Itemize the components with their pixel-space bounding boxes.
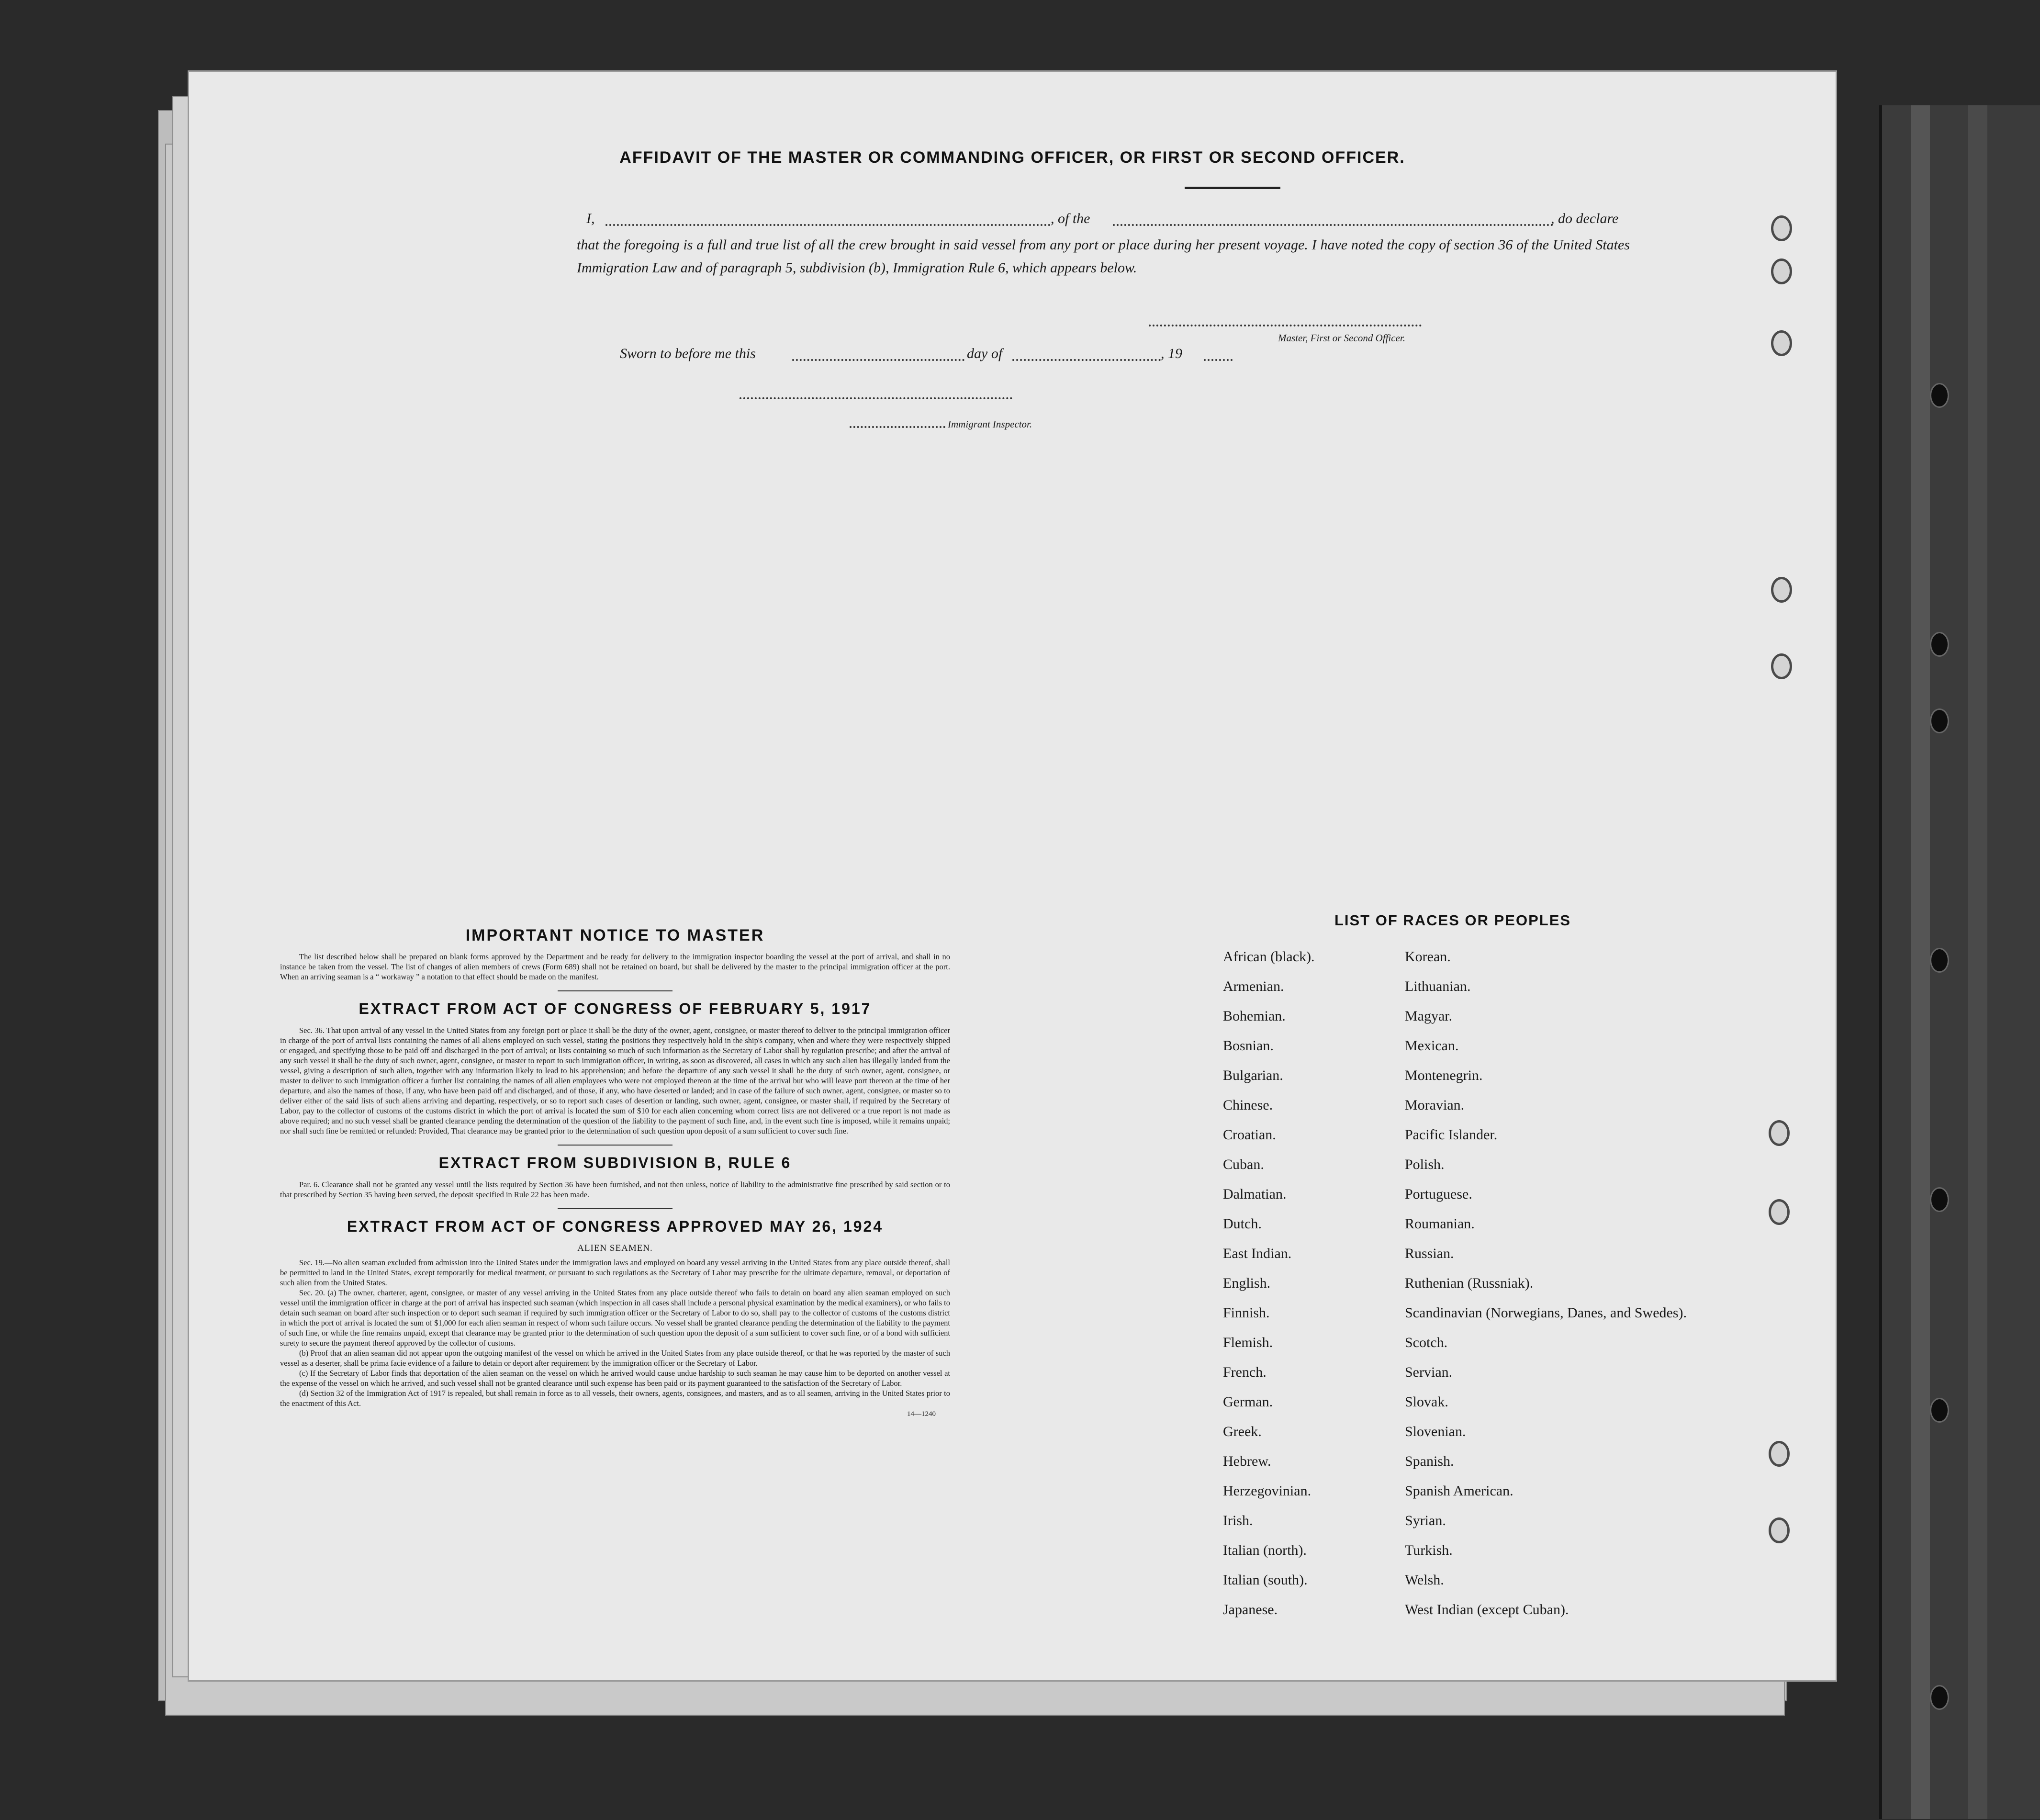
race-item: Finnish. — [1223, 1305, 1270, 1321]
race-item: German. — [1223, 1394, 1273, 1410]
race-item: Syrian. — [1405, 1513, 1446, 1528]
affidavit-i: I, — [586, 211, 595, 226]
vessel-blank — [1113, 224, 1553, 226]
race-item: Montenegrin. — [1405, 1067, 1483, 1083]
year-prefix: , 19 — [1161, 346, 1182, 361]
race-item: Slovenian. — [1405, 1424, 1466, 1439]
sworn-month-blank — [1012, 359, 1161, 361]
race-item: Portuguese. — [1405, 1186, 1472, 1202]
day-of: day of — [967, 346, 1003, 361]
binder-hole — [1930, 948, 1949, 973]
race-item: Lithuanian. — [1405, 978, 1471, 994]
race-item: Bosnian. — [1223, 1038, 1274, 1054]
races-left-column — [1223, 949, 1405, 1631]
separator — [558, 1208, 673, 1209]
binder-hole — [1930, 383, 1949, 408]
punch-hole — [1771, 653, 1792, 679]
race-item: Italian (south). — [1223, 1572, 1308, 1588]
form-number: 14—1240 — [907, 1410, 936, 1418]
race-item: Ruthenian (Russniak). — [1405, 1275, 1534, 1291]
officer-signature-blank — [1149, 325, 1422, 326]
inspector-signature-blank — [740, 397, 1012, 399]
extract-1924-title: EXTRACT FROM ACT OF CONGRESS APPROVED MAY 26, 1924 — [347, 1218, 884, 1235]
binder-hole — [1930, 708, 1949, 733]
binder-hole — [1930, 1398, 1949, 1423]
race-item: Flemish. — [1223, 1335, 1273, 1350]
extract-1917-text: Sec. 36. That upon arrival of any vessel in the United States from any foreign port or place it shall be the duty of the owner, agent, consignee, or master thereof to deliver to the principal immigration officer in charge of the port of arrival lists containing the names of all aliens employed on such vessel, stating the positions they respectively hold in the ship's company, when and where they were respectively shipped or engaged, and specifying those to be paid off and discharged in the port of arrival; or lists containing so much of such information as the Secretary of Labor shall by regulation prescribe; and after the arrival of any such vessel it shall be the duty of such owner, agent, consignee, or master to report to such immigration officer, in writing, as soon as discovered, all cases in which any such alien has illegally landed from the vessel, giving a description of such alien, together with any information likely to lead to his apprehension; and before the departure of any such vessel it shall be the duty of such owner, agent, consignee, or master to deliver to such immigration officer a further list containing the names of all alien employees who were not employed thereon at the time of the arrival but who will leave port thereon at the time of her departure, and also the names of those, if any, who have been paid off and discharged, and of those, if any, who have deserted or landed; and in case of the failure of such owner, agent, consignee, or master so to deliver either of the said lists of such aliens arriving and departing, respectively, or so to report such cases of desertion or landing, such owner, agent, consignee, or master shall, if required by the Secretary of Labor, pay to the collector of customs of the customs district in which the port of arrival is located the sum of $10 for each alien concerning whom correct lists are not delivered or a true report is not made as above required; and no such vessel shall be granted clearance pending the determination of the question of the liability to the payment of such fine, and, in the event such fine is imposed, while it remains unpaid; nor shall such fine be remitted or refunded: Provided, That clearance may be granted prior to the determination of such question upon deposit of a sum sufficient to cover such fine. — [280, 1026, 950, 1135]
race-item: Turkish. — [1405, 1542, 1453, 1558]
race-item: Korean. — [1405, 949, 1451, 965]
sworn-text: Sworn to before me this — [620, 346, 756, 361]
race-item: French. — [1223, 1364, 1267, 1380]
race-item: Slovak. — [1405, 1394, 1448, 1410]
extract-rule6-text: Par. 6. Clearance shall not be granted any vessel until the lists required by Section 36 have been furnished, and not then unless, notice of liability to the administrative fine prescribed by said section or to that prescribed by Section 35 having been served, the deposit specified in Rule 22 has been made. — [280, 1180, 950, 1199]
race-item: Bohemian. — [1223, 1008, 1286, 1024]
sworn-day-blank — [792, 359, 964, 361]
race-item: Magyar. — [1405, 1008, 1453, 1024]
race-item: Spanish. — [1405, 1453, 1454, 1469]
notice-title: IMPORTANT NOTICE TO MASTER — [465, 926, 765, 944]
race-item: Roumanian. — [1405, 1216, 1475, 1232]
extract-rule6-title: EXTRACT FROM SUBDIVISION B, RULE 6 — [438, 1154, 792, 1171]
binder-hole — [1930, 1187, 1949, 1212]
race-item: Greek. — [1223, 1424, 1262, 1439]
inspector-name-blank — [850, 426, 945, 428]
extract-1924-sec20b: (b) Proof that an alien seaman did not appear upon the outgoing manifest of the vessel on which he arrived in the United States from any place outside thereof, or that he was reported by the master of such vessel as a deserter, shall be prima facie evidence of a failure to detain or deport after requirement by the immigration officer or the Secretary of Labor. — [280, 1348, 950, 1368]
race-item: Irish. — [1223, 1513, 1253, 1528]
extract-1924-sec20c: (c) If the Secretary of Labor finds that deportation of the alien seaman on the vessel on which he arrived would cause undue hardship to such seaman he may cause him to be deported on another vessel at the expense of the vessel on which he arrived, and such vessel shall not be granted clearance until such expense has been paid or its payment guaranteed to the satisfaction of the Secretary of Labor. — [280, 1369, 950, 1388]
manifest-page — [189, 72, 1836, 1680]
race-item: Cuban. — [1223, 1157, 1264, 1172]
officer-caption: Master, First or Second Officer. — [1278, 332, 1405, 344]
race-item: Japanese. — [1223, 1602, 1278, 1618]
extract-1924-sec20d: (d) Section 32 of the Immigration Act of 1917 is repealed, but shall remain in force as to all vessels, their owners, agents, consignees, and masters, and as to all seamen, arriving in the United States prior to the enactment of this Act. — [280, 1389, 950, 1408]
year-blank — [1204, 359, 1233, 361]
affidavit-title: AFFIDAVIT OF THE MASTER OR COMMANDING OFFICER, OR FIRST OR SECOND OFFICER. — [619, 148, 1405, 167]
race-item: Russian. — [1405, 1246, 1454, 1261]
punch-hole — [1769, 1120, 1790, 1146]
legal-notices — [280, 926, 950, 1418]
extract-1924-sec19: Sec. 19.—No alien seaman excluded from admission into the United States under the immigration laws and employed on board any vessel arriving in the United States from any place outside thereof, shall be permitted to land in the United States, except temporarily for medical treatment, or pursuant to such regulations as the Secretary of Labor may prescribe for the ultimate departure, removal, or deportation of such alien from the United States. — [280, 1258, 950, 1287]
races-list — [1223, 949, 1702, 1631]
title-underline — [1185, 187, 1280, 189]
punch-hole — [1771, 215, 1792, 241]
affidavit-do-declare: , do declare — [1551, 211, 1619, 226]
race-item: Mexican. — [1405, 1038, 1459, 1054]
race-item: Scandinavian (Norwegians, Danes, and Swedes). — [1405, 1305, 1687, 1321]
binder-strip — [1879, 105, 2040, 1819]
punch-hole — [1771, 577, 1792, 603]
notice-text: The list described below shall be prepared on blank forms approved by the Department and be ready for delivery to the immigration inspector boarding the vessel at the port of arrival, and shall in no instance be taken from the vessel. The list of changes of alien members of crews (Form 689) shall not be retained on board, but shall be delivered by the master to the principal immigration officer at the port. When an arriving seaman is a “ workaway ” a notation to that effect should be made on the manifest. — [280, 952, 950, 981]
punch-hole — [1769, 1517, 1790, 1543]
punch-hole — [1769, 1441, 1790, 1467]
race-item: Italian (north). — [1223, 1542, 1307, 1558]
race-item: Chinese. — [1223, 1097, 1273, 1113]
race-item: Pacific Islander. — [1405, 1127, 1498, 1143]
race-item: Moravian. — [1405, 1097, 1465, 1113]
punch-hole — [1769, 1199, 1790, 1225]
race-item: Dutch. — [1223, 1216, 1262, 1232]
extract-1917-title: EXTRACT FROM ACT OF CONGRESS OF FEBRUARY 5, 1917 — [359, 1000, 872, 1017]
race-item: Armenian. — [1223, 978, 1284, 994]
binder-hole — [1930, 1685, 1949, 1710]
race-item: Scotch. — [1405, 1335, 1448, 1350]
extract-1924-subtitle: ALIEN SEAMEN. — [577, 1243, 653, 1253]
races-title: LIST OF RACES OR PEOPLES — [1334, 912, 1571, 929]
punch-hole — [1771, 258, 1792, 284]
separator — [558, 990, 673, 991]
race-item: Dalmatian. — [1223, 1186, 1287, 1202]
race-item: Polish. — [1405, 1157, 1445, 1172]
race-item: Servian. — [1405, 1364, 1453, 1380]
race-item: Welsh. — [1405, 1572, 1444, 1588]
race-item: Hebrew. — [1223, 1453, 1271, 1469]
races-right-column — [1405, 949, 1702, 1631]
name-blank — [605, 224, 1051, 226]
punch-hole — [1771, 330, 1792, 356]
binder-hole — [1930, 632, 1949, 657]
race-item: East Indian. — [1223, 1246, 1292, 1261]
race-item: Bulgarian. — [1223, 1067, 1283, 1083]
inspector-caption: Immigrant Inspector. — [948, 418, 1032, 430]
extract-1924-sec20a: Sec. 20. (a) The owner, charterer, agent, consignee, or master of any vessel arriving in the United States from any place outside thereof who fails to detain on board any alien seaman employed on such vessel until the immigration officer in charge at the port of arrival has inspected such seaman (which inspection in all cases shall include a personal physical examination by the medical examiners), or who fails to detain such seaman on board after such inspection or to deport such seaman if required by such immigration officer or the Secretary of Labor to do so, shall pay to the collector of customs of the customs district in which the port of arrival is located the sum of $1,000 for each alien seaman in respect of whom such failure occurs. No vessel shall be granted clearance pending the determination of the liability to the payment of such fine, or while the fine remains unpaid, except that clearance may be granted prior to the determination of such question upon the deposit of a sum sufficient to cover such fine, or of a bond with sufficient surety to secure the payment thereof approved by the collector of customs. — [280, 1288, 950, 1348]
race-item: Herzegovinian. — [1223, 1483, 1311, 1499]
race-item: Spanish American. — [1405, 1483, 1513, 1499]
race-item: African (black). — [1223, 949, 1315, 965]
race-item: Croatian. — [1223, 1127, 1276, 1143]
race-item: English. — [1223, 1275, 1271, 1291]
affidavit-body: that the foregoing is a full and true list of all the crew brought in said vessel from any port or place during her present voyage. I have noted the copy of section 36 of the United States Immigration Law and of paragraph 5, subdivision (b), Immigration Rule 6, which appears below. — [577, 237, 1630, 276]
affidavit-of-the: , of the — [1051, 211, 1090, 226]
race-item: West Indian (except Cuban). — [1405, 1602, 1569, 1618]
separator — [558, 1145, 673, 1146]
